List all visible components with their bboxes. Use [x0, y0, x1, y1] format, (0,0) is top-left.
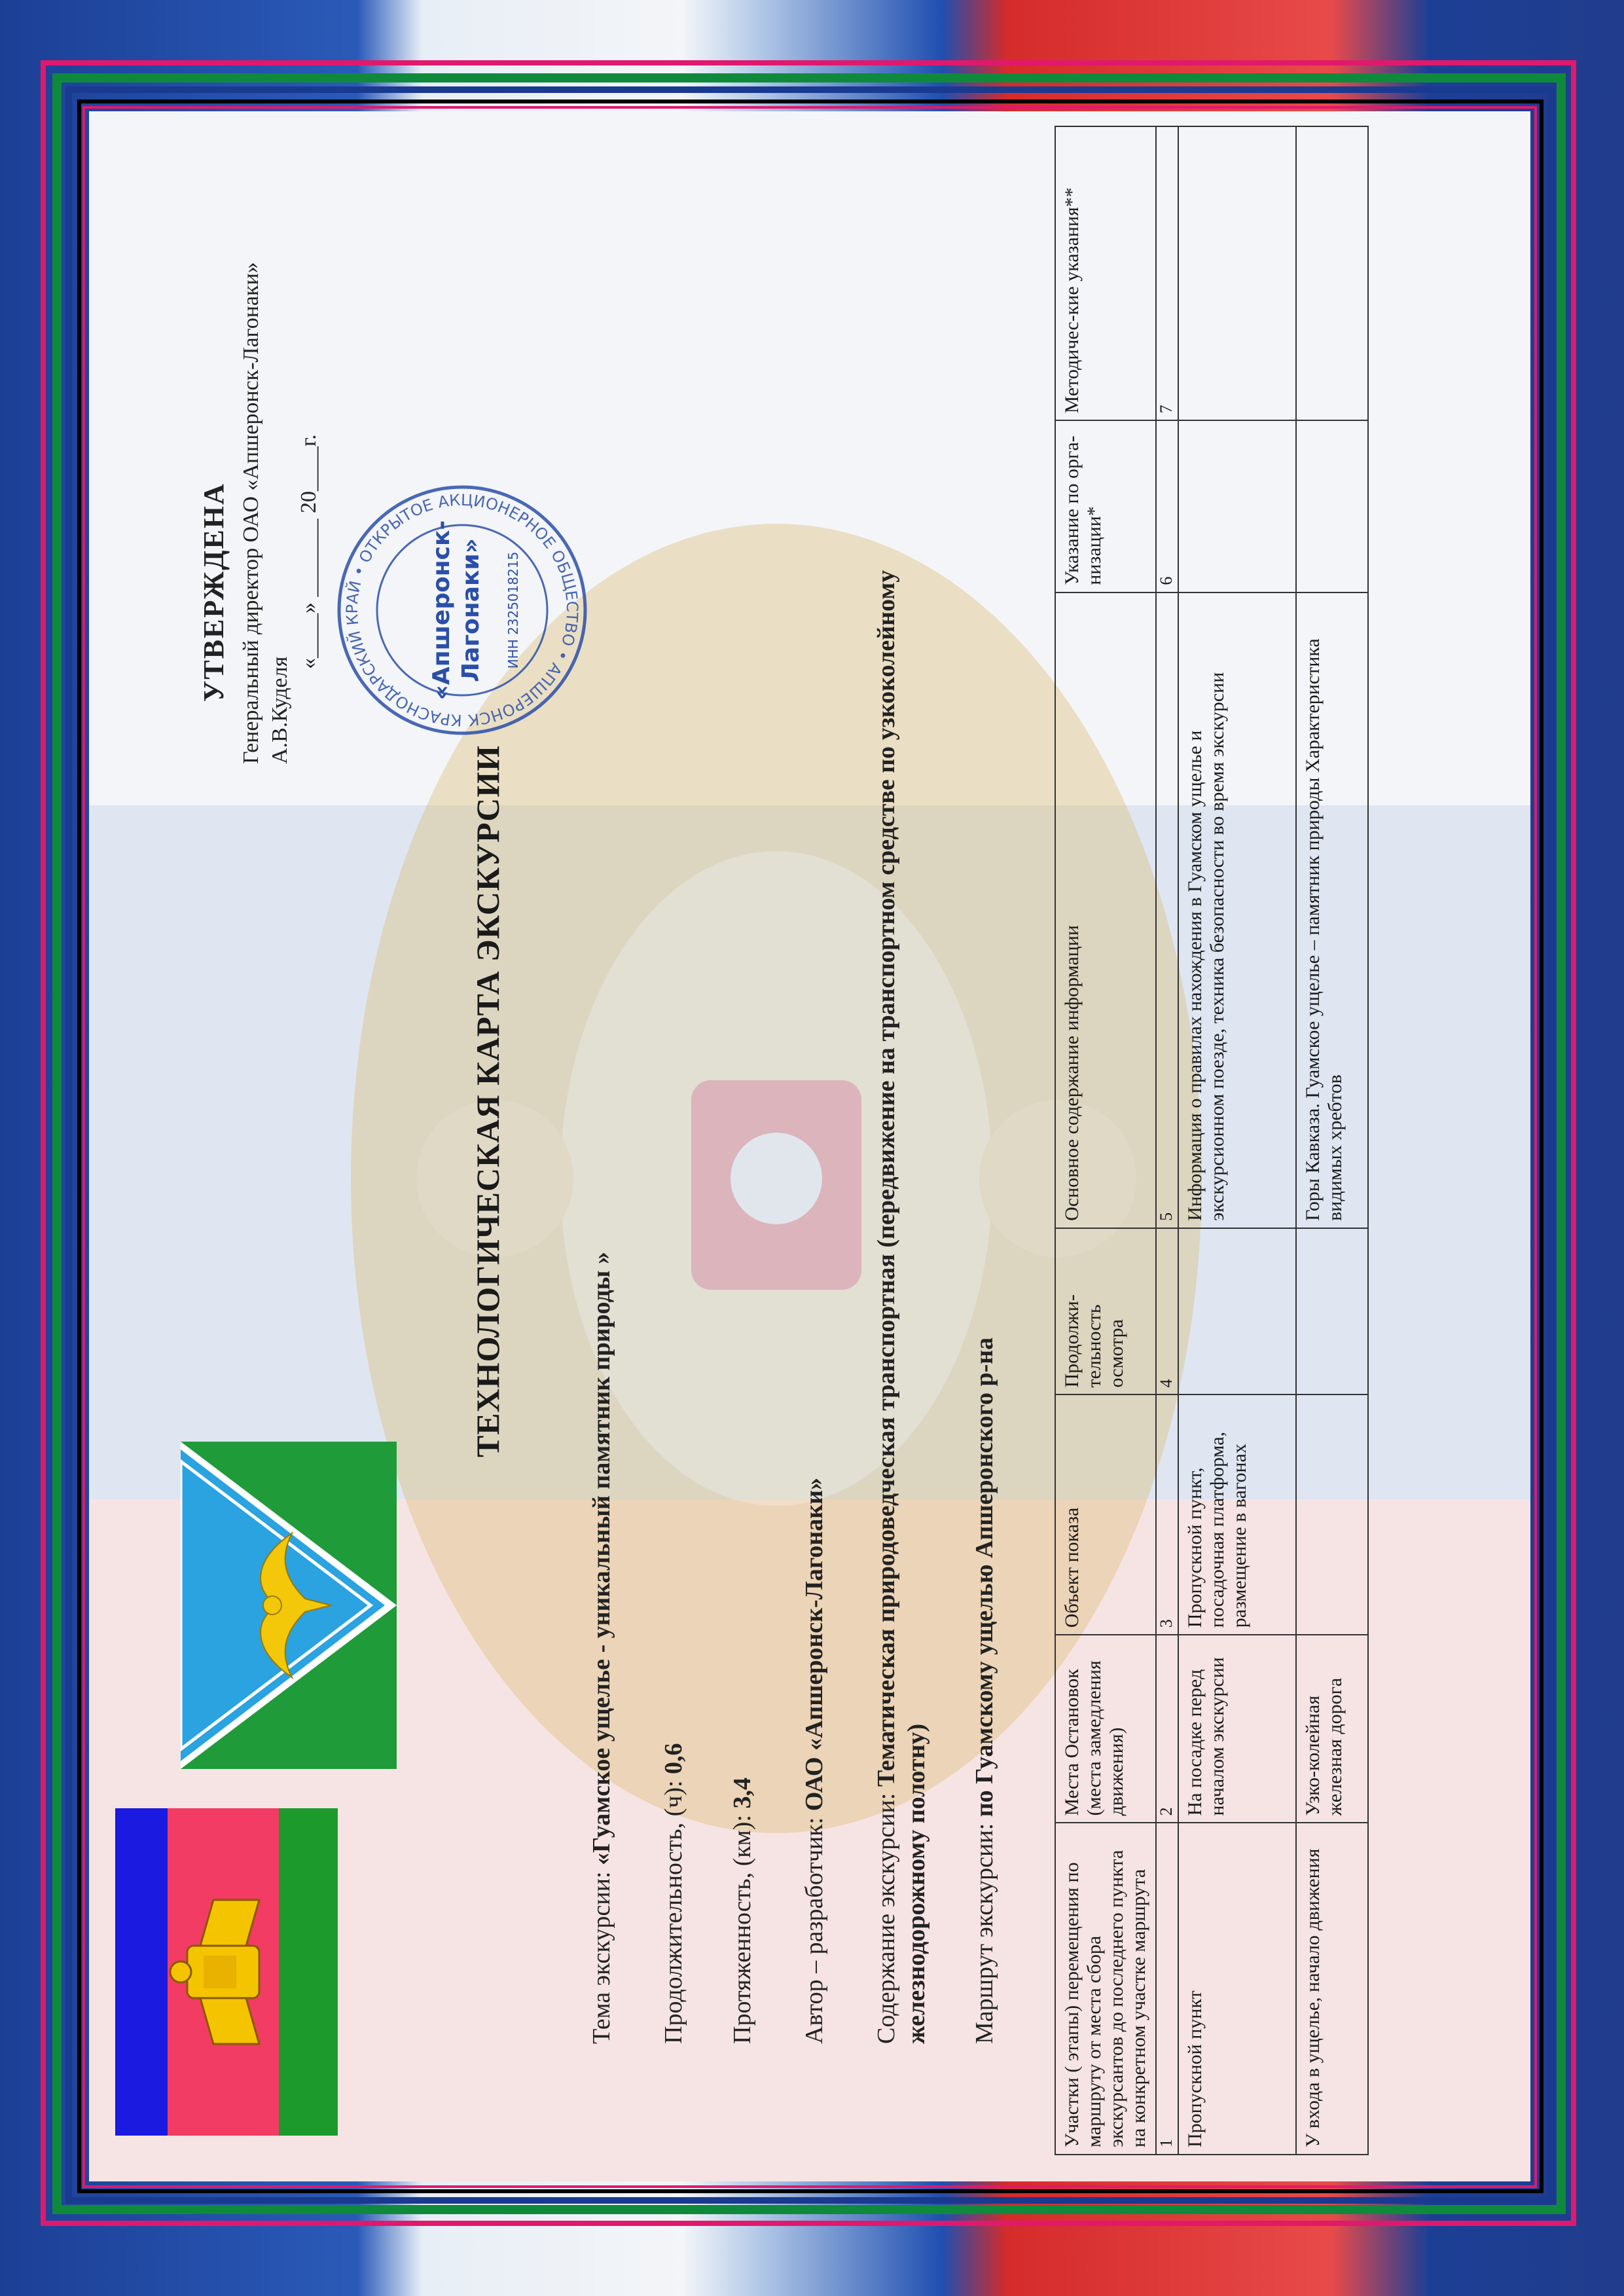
- table-header-cell: Продолжи-тельность осмотра: [1055, 1228, 1156, 1395]
- column-number: 5: [1156, 592, 1178, 1228]
- excursion-content: [871, 538, 931, 2044]
- column-number: 2: [1156, 1635, 1178, 1823]
- excursion-duration: [659, 1743, 689, 2044]
- table-cell: На посадке перед началом экскурсии: [1178, 1635, 1296, 1823]
- table-cell: Пропускной пункт, посадочная платформа, размещение в вагонах: [1178, 1394, 1296, 1635]
- excursion-theme: [586, 1252, 617, 2044]
- route-label: Маршрут экскурсии:: [971, 1817, 998, 2044]
- content-value: Тематическая природоведческая транспортная (передвижение на транспортном средстве по узкоколейному железнодорожному полотну): [873, 570, 930, 2044]
- excursion-author: [799, 1478, 829, 2044]
- content-label: Содержание экскурсии:: [873, 1787, 900, 2044]
- route-value: по Гуамскому ущелью Апшеронского р-на: [971, 1337, 998, 1817]
- apsheronsk-district-flag: [181, 1442, 397, 1769]
- company-seal-stamp: [331, 479, 593, 741]
- excursion-length: [727, 1777, 757, 2044]
- kuban-coat-of-arms-icon: [168, 1887, 279, 2057]
- length-label: Протяженность, (км):: [729, 1808, 756, 2044]
- table-header-cell: Основное содержание информации: [1055, 592, 1156, 1228]
- duration-label: Продолжительность, (ч):: [660, 1774, 687, 2044]
- table-cell: Информация о правилах нахождения в Гуамском ущелье и экскурсионном поезде, техника безопасности во время экскурсии: [1178, 592, 1296, 1228]
- table-header-cell: Методичес-кие указания**: [1055, 126, 1156, 420]
- landscape-content: [89, 111, 1530, 2181]
- excursion-route: [969, 1338, 1000, 2044]
- seal-inn: ИНН 2325018215: [505, 551, 521, 669]
- approval-heading: УТВЕРЖДЕНА: [198, 483, 230, 702]
- flag-stripe-blue: [115, 1808, 168, 2136]
- krasnodar-krai-flag: [115, 1808, 338, 2136]
- table-cell: Узко-колейная железная дорога: [1296, 1635, 1368, 1823]
- column-number: 6: [1156, 420, 1178, 592]
- seal-center-line-1: «Апшеронск-: [428, 520, 455, 701]
- table-header-cell: Указание по орга-низации*: [1055, 420, 1156, 592]
- table-header-cell: Участки ( этапы) перемещения по маршруту от места сбора экскурсантов до последнего пункта на конкретном участке маршрута: [1055, 1823, 1156, 2155]
- approval-block: [197, 185, 323, 905]
- length-value: 3,4: [729, 1777, 756, 1809]
- table-number-row: [1156, 126, 1178, 2155]
- table-cell: [1296, 420, 1368, 592]
- table-cell: У входа в ущелье, начало движения: [1296, 1823, 1368, 2155]
- column-number: 4: [1156, 1228, 1178, 1395]
- table-cell: [1178, 126, 1296, 420]
- column-number: 3: [1156, 1394, 1178, 1635]
- table-row: [1178, 126, 1296, 2155]
- document-sheet: [89, 111, 1530, 2181]
- duration-value: 0,6: [660, 1743, 687, 1774]
- table-cell: [1296, 1228, 1368, 1395]
- excursion-tech-table: [1055, 126, 1369, 2155]
- approval-date-line: «____» _______ 20____г.: [297, 434, 321, 669]
- bird-on-chevron-icon: [181, 1442, 397, 1769]
- column-number: 7: [1156, 126, 1178, 420]
- table-cell: [1296, 126, 1368, 420]
- table-header-cell: Объект показа: [1055, 1394, 1156, 1635]
- table-header-row: [1055, 126, 1156, 2155]
- column-number: 1: [1156, 1823, 1178, 2155]
- table-header-cell: Места Остановок (места замедления движения): [1055, 1635, 1156, 1823]
- table-row: [1296, 126, 1368, 2155]
- document-title: ТЕХНОЛОГИЧЕСКАЯ КАРТА ЭКСКУРСИИ: [469, 744, 506, 1458]
- theme-label: Тема экскурсии:: [588, 1865, 615, 2044]
- theme-value: «Гуамское ущелье - уникальный памятник природы »: [588, 1252, 615, 1865]
- table-cell: Горы Кавказа. Гуамское ущелье – памятник природы Характеристика видимых хребтов: [1296, 592, 1368, 1228]
- table-cell: [1296, 1394, 1368, 1635]
- table-cell: [1178, 420, 1296, 592]
- approval-name: А.В.Куделя: [268, 656, 292, 764]
- seal-center-line-2: Лагонаки»: [458, 538, 484, 682]
- approval-position: Генеральный директор ОАО «Апшеронск-Лагонаки»: [239, 262, 263, 764]
- seal-outer-text: КРАСНОДАРСКИЙ КРАЙ • ОТКРЫТОЕ АКЦИОНЕРНОЕ ОБЩЕСТВО • АПШЕРОНСК: [342, 490, 582, 730]
- flag-stripe-green: [279, 1808, 338, 2136]
- author-label: Автор – разработчик:: [801, 1811, 828, 2044]
- author-value: ОАО «Апшеронск-Лагонаки»: [801, 1477, 828, 1812]
- table-cell: [1178, 1228, 1296, 1395]
- table-cell: Пропускной пункт: [1178, 1823, 1296, 2155]
